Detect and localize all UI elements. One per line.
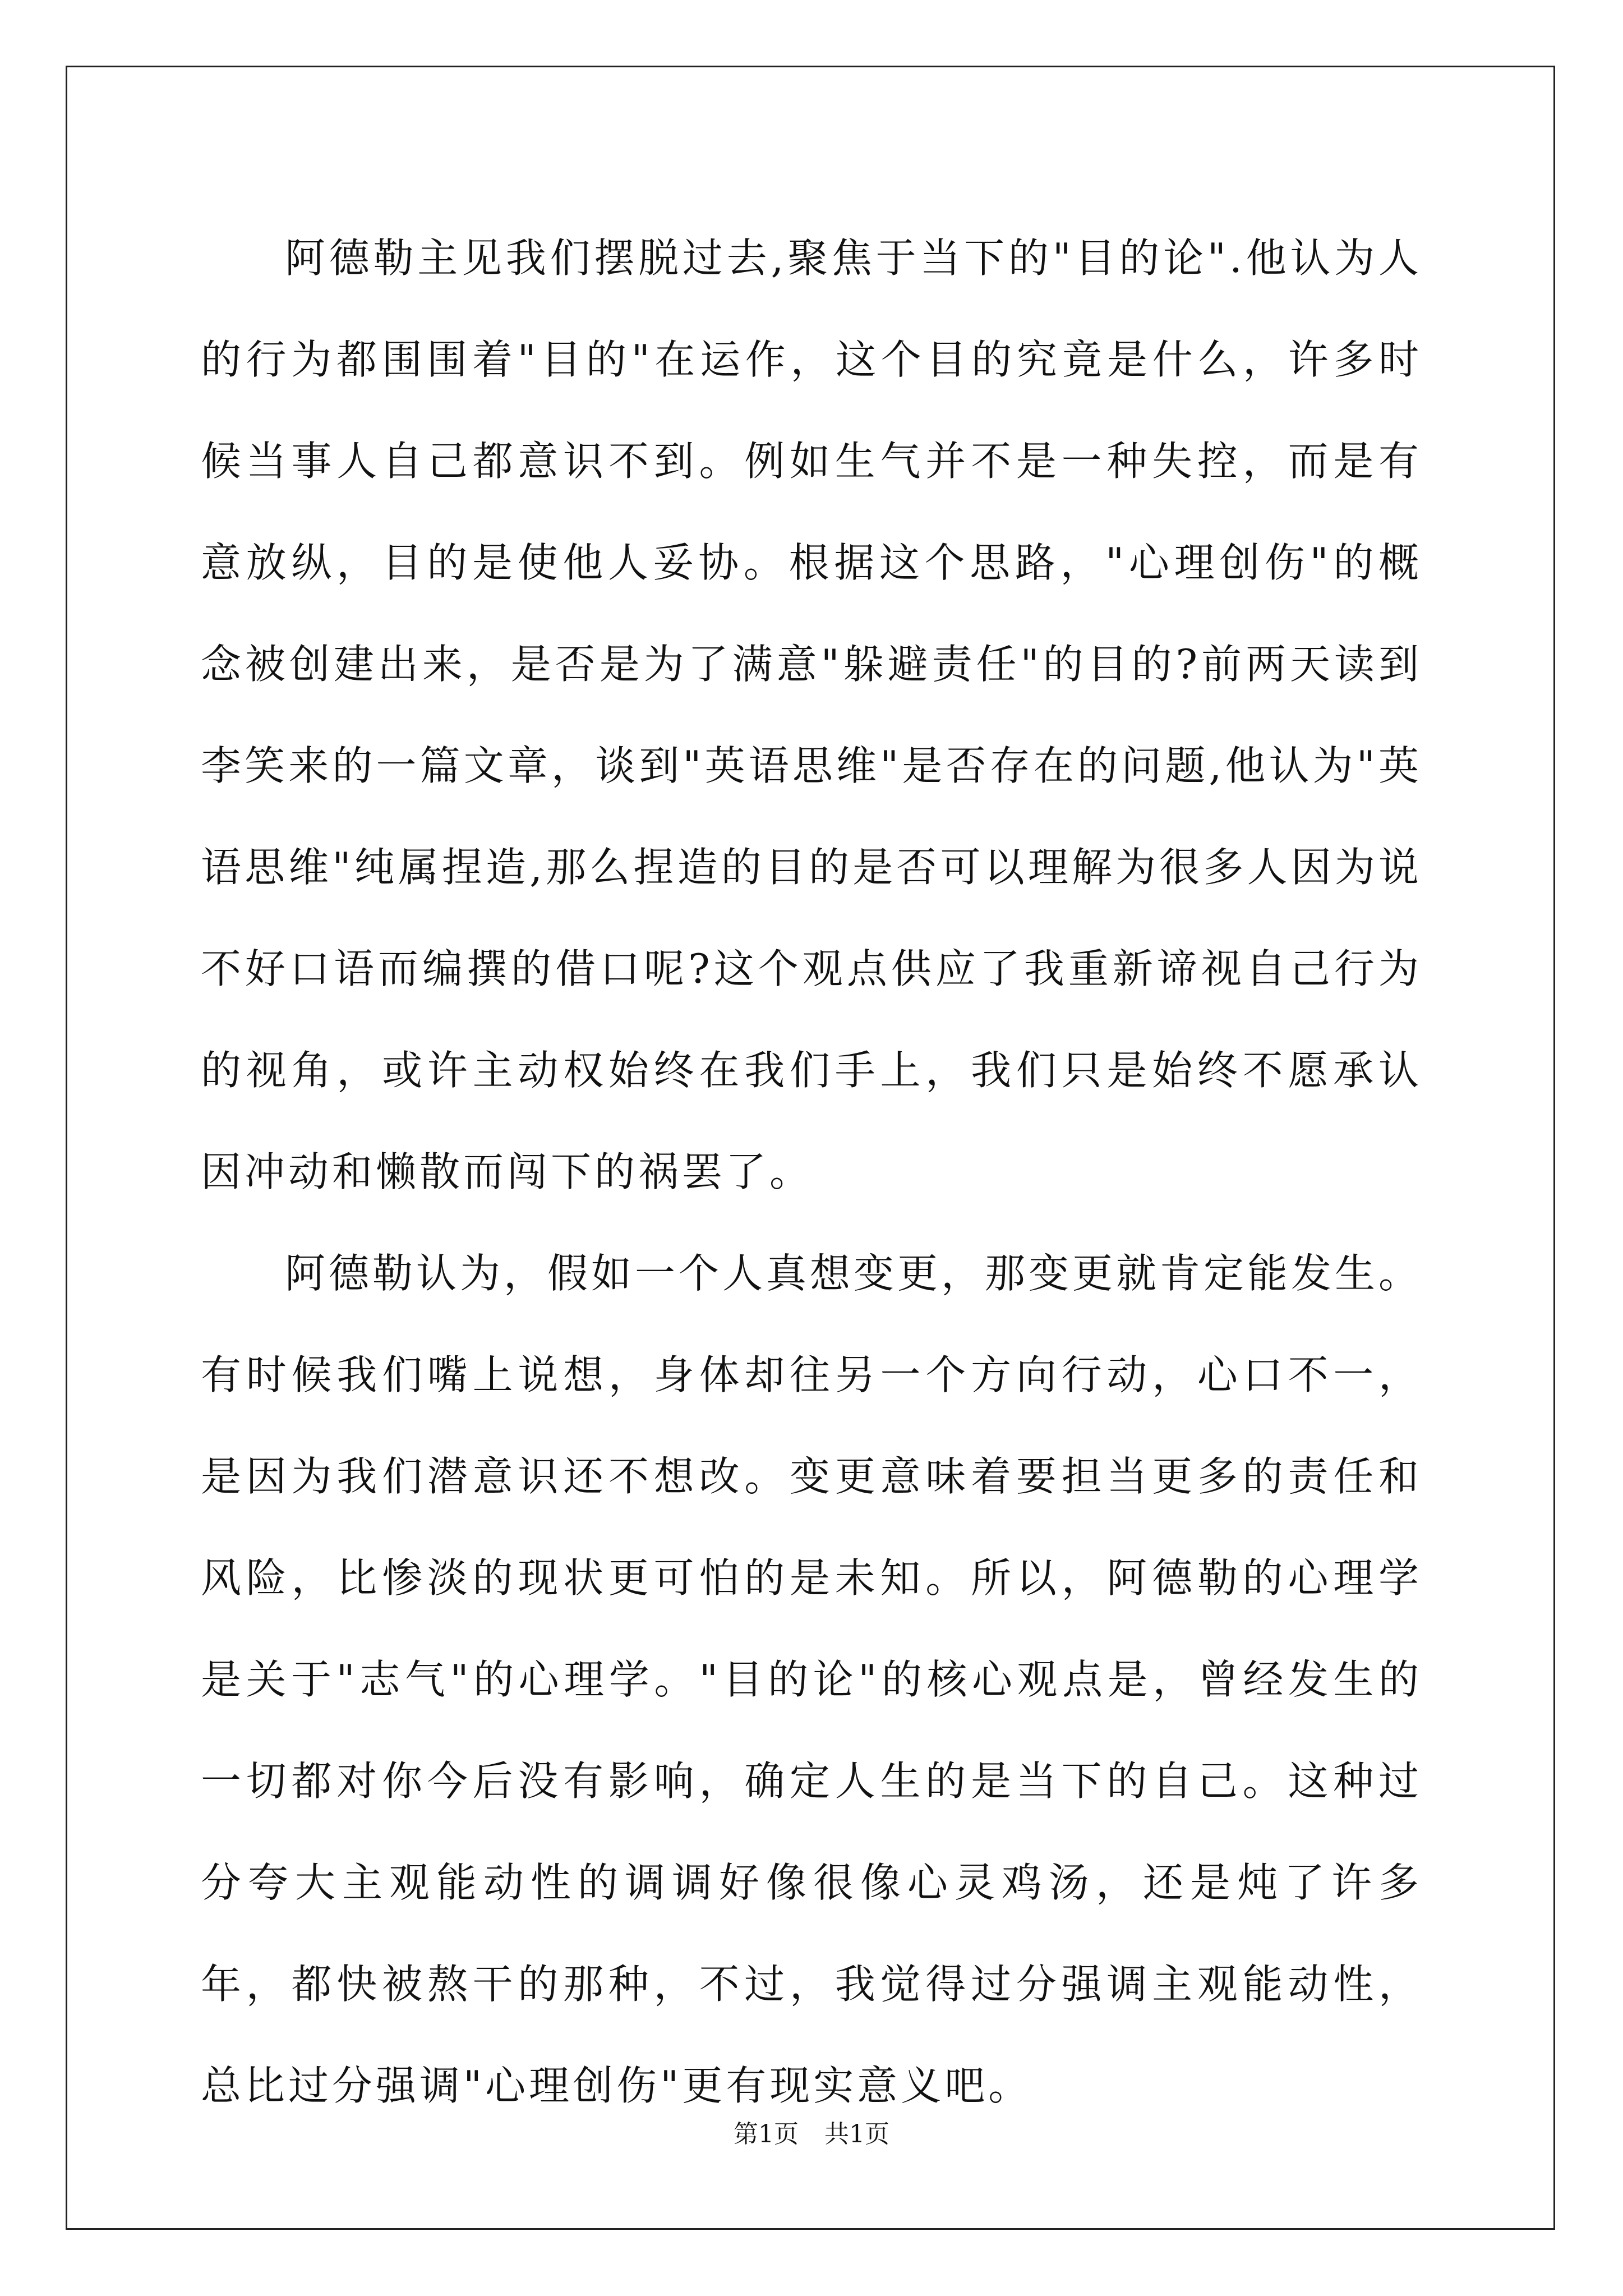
paragraph-1: 阿德勒主见我们摆脱过去,聚焦于当下的"目的论".他认为人的行为都围围着"目的"在运作，这个目的究竟是什么，许多时候当事人自己都意识不到。例如生气并不是一种失控，而是有意放纵，目的是使他人妥协。根据这个思路，"心理创伤"的概念被创建出来，是否是为了满意"躲避责任"的目的?前两天读到李笑来的一篇文章，谈到"英语思维"是否存在的问题,他认为"英语思维"纯属捏造,那么捏造的目的是否可以理解为很多人因为说不好口语而编撰的借口呢?这个观点供应了我重新谛视自己行为的视角，或许主动权始终在我们手上，我们只是始终不愿承认因冲动和懒散而闯下的祸罢了。: [201, 234, 1422, 1195]
page-number: 第1页: [734, 2120, 799, 2148]
page-footer: [0, 2118, 1623, 2151]
page-total: 共1页: [824, 2120, 889, 2148]
paragraph-2: 阿德勒认为，假如一个人真想变更，那变更就肯定能发生。有时候我们嘴上说想，身体却往另一个方向行动，心口不一，是因为我们潜意识还不想改。变更意味着要担当更多的责任和风险，比惨淡的现状更可怕的是未知。所以，阿德勒的心理学是关于"志气"的心理学。"目的论"的核心观点是，曾经发生的一切都对你今后没有影响，确定人生的是当下的自己。这种过分夸大主观能动性的调调好像很像心灵鸡汤，还是炖了许多年，都快被熬干的那种，不过，我觉得过分强调主观能动性，总比过分强调"心理创伤"更有现实意义吧。: [201, 1250, 1423, 2109]
document-body: [201, 208, 1422, 2137]
